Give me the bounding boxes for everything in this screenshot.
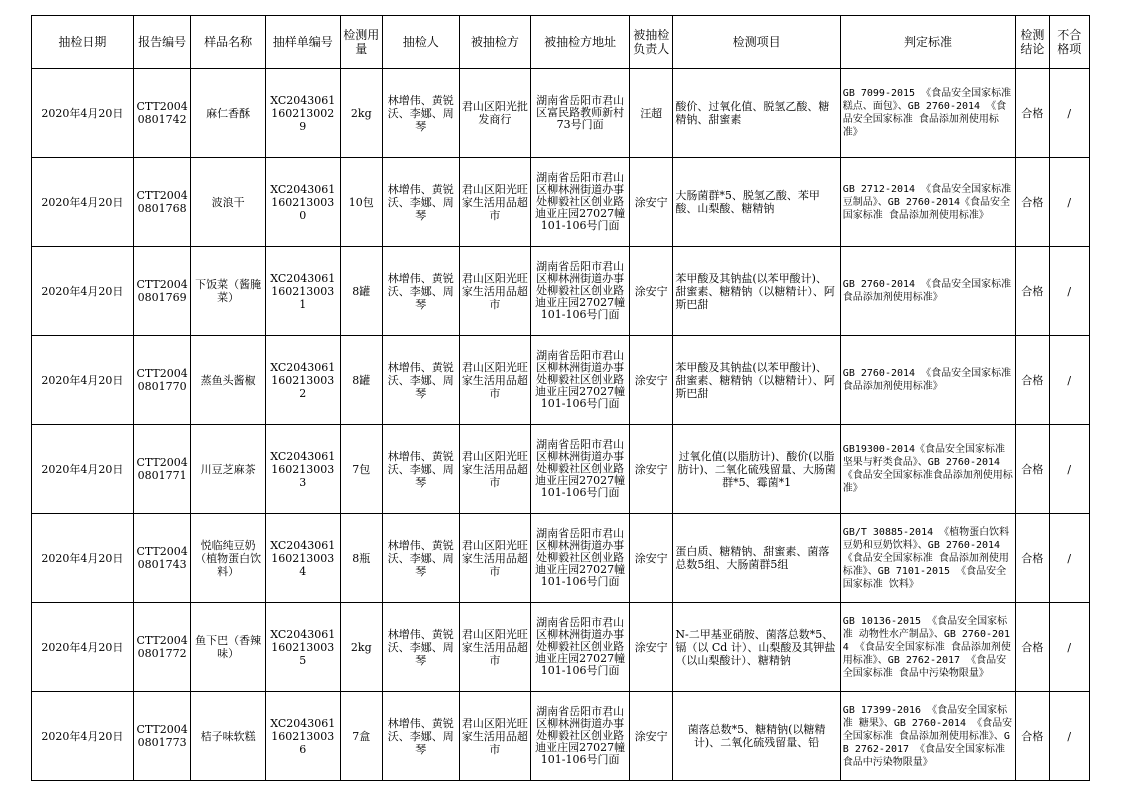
cell-report-no: CTT20040801770 xyxy=(133,336,190,425)
cell-amount: 8瓶 xyxy=(340,514,382,603)
cell-fail: / xyxy=(1049,425,1089,514)
cell-items: 菌落总数*5、糖精钠(以糖精计)、二氧化硫残留量、铅 xyxy=(673,692,840,781)
cell-report-no: CTT20040801743 xyxy=(133,514,190,603)
header-row xyxy=(32,16,1090,69)
cell-amount: 7盒 xyxy=(340,692,382,781)
cell-fail: / xyxy=(1049,158,1089,247)
cell-address: 湖南省岳阳市君山区柳林洲街道办事处柳毅社区创业路迪亚庄园27027幢101-106号门面 xyxy=(531,247,630,336)
cell-person: 涂安宁 xyxy=(630,158,673,247)
cell-inspected: 君山区阳光旺家生活用品超市 xyxy=(459,336,531,425)
cell-address: 湖南省岳阳市君山区柳林洲街道办事处柳毅社区创业路迪亚庄园27027幢101-106号门面 xyxy=(531,425,630,514)
header-sample: 样品名称 xyxy=(191,16,266,69)
cell-items: 苯甲酸及其钠盐(以苯甲酸计)、甜蜜素、糖精钠（以糖精计）、阿斯巴甜 xyxy=(673,336,840,425)
cell-report-no: CTT20040801773 xyxy=(133,692,190,781)
table-row xyxy=(32,425,1090,514)
cell-date: 2020年4月20日 xyxy=(32,514,134,603)
header-inspectors: 抽检人 xyxy=(382,16,459,69)
cell-fail: / xyxy=(1049,247,1089,336)
cell-fail: / xyxy=(1049,692,1089,781)
cell-person: 涂安宁 xyxy=(630,514,673,603)
cell-result: 合格 xyxy=(1016,69,1049,158)
cell-date: 2020年4月20日 xyxy=(32,425,134,514)
cell-result: 合格 xyxy=(1016,603,1049,692)
cell-sample: 悦临纯豆奶（植物蛋白饮料） xyxy=(191,514,266,603)
header-sample-no: 抽样单编号 xyxy=(265,16,340,69)
cell-items: N-二甲基亚硝胺、菌落总数*5、镉（以 Cd 计）、山梨酸及其钾盐（以山梨酸计）、糖精钠 xyxy=(673,603,840,692)
cell-fail: / xyxy=(1049,336,1089,425)
table-row xyxy=(32,514,1090,603)
cell-sample: 川豆芝麻茶 xyxy=(191,425,266,514)
cell-sample-no: XC20430611602130035 xyxy=(265,603,340,692)
cell-sample-no: XC20430611602130032 xyxy=(265,336,340,425)
cell-report-no: CTT20040801772 xyxy=(133,603,190,692)
header-amount: 检测用量 xyxy=(340,16,382,69)
table-row xyxy=(32,247,1090,336)
cell-inspectors: 林增伟、黄锐沃、李娜、周琴 xyxy=(382,603,459,692)
cell-sample: 鱼下巴（香辣味） xyxy=(191,603,266,692)
header-items: 检测项目 xyxy=(673,16,840,69)
cell-date: 2020年4月20日 xyxy=(32,158,134,247)
cell-inspectors: 林增伟、黄锐沃、李娜、周琴 xyxy=(382,692,459,781)
cell-standard: GB 10136-2015 《食品安全国家标准 动物性水产制品》、GB 2760-2014 《食品安全国家标准 食品添加剂使用标准》、GB 2762-2017 《食品安全国家标准 食品中污染物限量》 xyxy=(840,603,1015,692)
cell-items: 酸价、过氧化值、脱氢乙酸、糖精钠、甜蜜素 xyxy=(673,69,840,158)
cell-report-no: CTT20040801742 xyxy=(133,69,190,158)
cell-report-no: CTT20040801771 xyxy=(133,425,190,514)
cell-sample-no: XC20430611602130033 xyxy=(265,425,340,514)
cell-amount: 8罐 xyxy=(340,247,382,336)
cell-inspected: 君山区阳光批发商行 xyxy=(459,69,531,158)
cell-inspectors: 林增伟、黄锐沃、李娜、周琴 xyxy=(382,336,459,425)
cell-inspectors: 林增伟、黄锐沃、李娜、周琴 xyxy=(382,69,459,158)
cell-date: 2020年4月20日 xyxy=(32,247,134,336)
cell-result: 合格 xyxy=(1016,425,1049,514)
cell-items: 大肠菌群*5、脱氢乙酸、苯甲酸、山梨酸、糖精钠 xyxy=(673,158,840,247)
cell-sample: 麻仁香酥 xyxy=(191,69,266,158)
cell-inspected: 君山区阳光旺家生活用品超市 xyxy=(459,603,531,692)
cell-address: 湖南省岳阳市君山区柳林洲街道办事处柳毅社区创业路迪亚庄园27027幢101-106号门面 xyxy=(531,603,630,692)
cell-standard: GB/T 30885-2014 《植物蛋白饮料 豆奶和豆奶饮料》、GB 2760-2014 《食品安全国家标准 食品添加剂使用标准》、GB 7101-2015 《食品安全国家标准 饮料》 xyxy=(840,514,1015,603)
cell-result: 合格 xyxy=(1016,692,1049,781)
header-standard: 判定标准 xyxy=(840,16,1015,69)
table-row xyxy=(32,69,1090,158)
cell-inspectors: 林增伟、黄锐沃、李娜、周琴 xyxy=(382,247,459,336)
cell-result: 合格 xyxy=(1016,514,1049,603)
cell-address: 湖南省岳阳市君山区柳林洲街道办事处柳毅社区创业路迪亚庄园27027幢101-106号门面 xyxy=(531,158,630,247)
cell-report-no: CTT20040801769 xyxy=(133,247,190,336)
header-result: 检测结论 xyxy=(1016,16,1049,69)
table-row xyxy=(32,336,1090,425)
cell-person: 涂安宁 xyxy=(630,247,673,336)
cell-items: 苯甲酸及其钠盐(以苯甲酸计)、甜蜜素、糖精钠（以糖精计）、阿斯巴甜 xyxy=(673,247,840,336)
cell-inspectors: 林增伟、黄锐沃、李娜、周琴 xyxy=(382,514,459,603)
header-date: 抽检日期 xyxy=(32,16,134,69)
cell-fail: / xyxy=(1049,603,1089,692)
cell-amount: 2kg xyxy=(340,69,382,158)
cell-person: 汪超 xyxy=(630,69,673,158)
cell-sample: 下饭菜（酱腌菜） xyxy=(191,247,266,336)
cell-standard: GB 2760-2014 《食品安全国家标准 食品添加剂使用标准》 xyxy=(840,336,1015,425)
table-row xyxy=(32,692,1090,781)
cell-person: 涂安宁 xyxy=(630,425,673,514)
cell-amount: 10包 xyxy=(340,158,382,247)
cell-inspected: 君山区阳光旺家生活用品超市 xyxy=(459,692,531,781)
cell-inspected: 君山区阳光旺家生活用品超市 xyxy=(459,158,531,247)
cell-amount: 7包 xyxy=(340,425,382,514)
cell-date: 2020年4月20日 xyxy=(32,692,134,781)
cell-address: 湖南省岳阳市君山区柳林洲街道办事处柳毅社区创业路迪亚庄园27027幢101-106号门面 xyxy=(531,514,630,603)
cell-amount: 2kg xyxy=(340,603,382,692)
cell-fail: / xyxy=(1049,514,1089,603)
inspection-table xyxy=(31,15,1090,781)
cell-sample-no: XC20430611602130034 xyxy=(265,514,340,603)
cell-result: 合格 xyxy=(1016,247,1049,336)
cell-amount: 8罐 xyxy=(340,336,382,425)
cell-result: 合格 xyxy=(1016,336,1049,425)
inspection-sheet xyxy=(31,15,1090,781)
header-inspected: 被抽检方 xyxy=(459,16,531,69)
table-row xyxy=(32,603,1090,692)
cell-inspectors: 林增伟、黄锐沃、李娜、周琴 xyxy=(382,425,459,514)
cell-standard: GB19300-2014《食品安全国家标准 坚果与籽类食品》、GB 2760-2014 《食品安全国家标准食品添加剂使用标准》 xyxy=(840,425,1015,514)
cell-inspectors: 林增伟、黄锐沃、李娜、周琴 xyxy=(382,158,459,247)
cell-inspected: 君山区阳光旺家生活用品超市 xyxy=(459,247,531,336)
cell-date: 2020年4月20日 xyxy=(32,603,134,692)
cell-sample-no: XC20430611602130030 xyxy=(265,158,340,247)
cell-report-no: CTT20040801768 xyxy=(133,158,190,247)
cell-items: 过氧化值(以脂肪计)、酸价(以脂肪计)、二氧化硫残留量、大肠菌群*5、霉菌*1 xyxy=(673,425,840,514)
cell-address: 湖南省岳阳市君山区富民路教师新村73号门面 xyxy=(531,69,630,158)
cell-person: 涂安宁 xyxy=(630,692,673,781)
cell-inspected: 君山区阳光旺家生活用品超市 xyxy=(459,514,531,603)
cell-person: 涂安宁 xyxy=(630,603,673,692)
cell-address: 湖南省岳阳市君山区柳林洲街道办事处柳毅社区创业路迪亚庄园27027幢101-106号门面 xyxy=(531,336,630,425)
cell-standard: GB 2760-2014 《食品安全国家标准 食品添加剂使用标准》 xyxy=(840,247,1015,336)
header-report-no: 报告编号 xyxy=(133,16,190,69)
cell-fail: / xyxy=(1049,69,1089,158)
cell-sample-no: XC20430611602130036 xyxy=(265,692,340,781)
cell-result: 合格 xyxy=(1016,158,1049,247)
cell-sample-no: XC20430611602130029 xyxy=(265,69,340,158)
cell-standard: GB 17399-2016 《食品安全国家标准 糖果》、GB 2760-2014 《食品安全国家标准 食品添加剂使用标准》、GB 2762-2017 《食品安全国家标准 食品中污染物限量》 xyxy=(840,692,1015,781)
cell-standard: GB 2712-2014 《食品安全国家标准 豆制品》、GB 2760-2014《食品安全国家标准 食品添加剂使用标准》 xyxy=(840,158,1015,247)
cell-sample-no: XC20430611602130031 xyxy=(265,247,340,336)
cell-address: 湖南省岳阳市君山区柳林洲街道办事处柳毅社区创业路迪亚庄园27027幢101-106号门面 xyxy=(531,692,630,781)
cell-sample: 蒸鱼头酱椒 xyxy=(191,336,266,425)
table-row xyxy=(32,158,1090,247)
header-address: 被抽检方地址 xyxy=(531,16,630,69)
header-person: 被抽检负责人 xyxy=(630,16,673,69)
cell-inspected: 君山区阳光旺家生活用品超市 xyxy=(459,425,531,514)
cell-date: 2020年4月20日 xyxy=(32,69,134,158)
cell-sample: 波浪干 xyxy=(191,158,266,247)
cell-standard: GB 7099-2015 《食品安全国家标准 糕点、面包》、GB 2760-2014 《食品安全国家标准 食品添加剂使用标准》 xyxy=(840,69,1015,158)
cell-sample: 桔子味软糕 xyxy=(191,692,266,781)
cell-date: 2020年4月20日 xyxy=(32,336,134,425)
cell-items: 蛋白质、糖精钠、甜蜜素、菌落总数5组、大肠菌群5组 xyxy=(673,514,840,603)
header-fail: 不合格项 xyxy=(1049,16,1089,69)
cell-person: 涂安宁 xyxy=(630,336,673,425)
